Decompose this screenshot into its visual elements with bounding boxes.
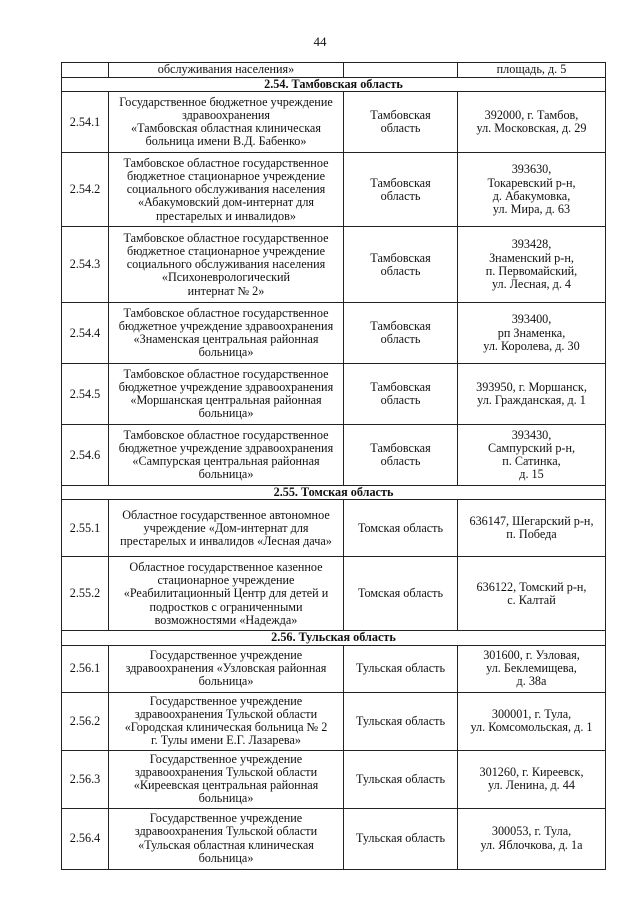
region: Томская область [344, 557, 458, 631]
row-number: 2.55.1 [62, 500, 109, 557]
region [344, 63, 458, 78]
table-row [62, 500, 606, 557]
address: 301600, г. Узловая, ул. Беклемищева, д. 38а [458, 645, 606, 692]
address: 300001, г. Тула, ул. Комсомольская, д. 1 [458, 692, 606, 750]
table-row [62, 364, 606, 425]
institution-name: Государственное учреждение здравоохранения Тульской области «Городская клиническая больница № 2 г. Тулы имени Е.Г. Лазарева» [109, 692, 344, 750]
row-number: 2.54.6 [62, 425, 109, 486]
institutions-table [61, 62, 606, 870]
row-number: 2.54.1 [62, 92, 109, 153]
section-header-row [62, 486, 606, 500]
table-row [62, 92, 606, 153]
institution-name: Государственное учреждение здравоохранения Тульской области «Тульская областная клиническая больница» [109, 808, 344, 869]
row-number: 2.54.3 [62, 227, 109, 303]
row-number: 2.56.3 [62, 750, 109, 808]
region: Тамбовская область [344, 364, 458, 425]
address: 393630, Токаревский р-н, д. Абакумовка, ул. Мира, д. 63 [458, 153, 606, 227]
table-row [62, 153, 606, 227]
table-row [62, 303, 606, 364]
institution-name: Тамбовское областное государственное бюджетное учреждение здравоохранения «Знаменская центральная районная больница» [109, 303, 344, 364]
table-row [62, 645, 606, 692]
address: 392000, г. Тамбов, ул. Московская, д. 29 [458, 92, 606, 153]
region: Тамбовская область [344, 227, 458, 303]
institution-name: Тамбовское областное государственное бюджетное стационарное учреждение социального обслуживания населения «Психоневрологический интернат № 2» [109, 227, 344, 303]
address: 636147, Шегарский р-н, п. Победа [458, 500, 606, 557]
row-number: 2.56.1 [62, 645, 109, 692]
region: Томская область [344, 500, 458, 557]
table-row-continued [62, 63, 606, 78]
address: 393400, рп Знаменка, ул. Королева, д. 30 [458, 303, 606, 364]
address: 393428, Знаменский р-н, п. Первомайский, ул. Лесная, д. 4 [458, 227, 606, 303]
table-row [62, 557, 606, 631]
institution-name: Государственное бюджетное учреждение здравоохранения «Тамбовская областная клиническая больница имени В.Д. Бабенко» [109, 92, 344, 153]
address: 636122, Томский р-н, с. Калтай [458, 557, 606, 631]
table-row [62, 227, 606, 303]
table-row [62, 808, 606, 869]
institution-name: Тамбовское областное государственное бюджетное учреждение здравоохранения «Сампурская центральная районная больница» [109, 425, 344, 486]
address: площадь, д. 5 [458, 63, 606, 78]
region: Тамбовская область [344, 303, 458, 364]
row-number: 2.54.5 [62, 364, 109, 425]
institution-name: Областное государственное автономное учреждение «Дом-интернат для престарелых и инвалидов «Лесная дача» [109, 500, 344, 557]
row-number: 2.54.4 [62, 303, 109, 364]
institution-name: обслуживания населения» [109, 63, 344, 78]
region: Тульская область [344, 750, 458, 808]
region: Тульская область [344, 808, 458, 869]
region: Тульская область [344, 645, 458, 692]
section-title: 2.55. Томская область [62, 486, 606, 500]
region: Тульская область [344, 692, 458, 750]
row-number: 2.55.2 [62, 557, 109, 631]
institution-name: Областное государственное казенное стационарное учреждение «Реабилитационный Центр для детей и подростков с ограниченными возможностями «Надежда» [109, 557, 344, 631]
page-number: 44 [313, 34, 327, 49]
table-row [62, 425, 606, 486]
row-number: 2.54.2 [62, 153, 109, 227]
institution-name: Тамбовское областное государственное бюджетное стационарное учреждение социального обслуживания населения «Абакумовский дом-интернат для престарелых и инвалидов» [109, 153, 344, 227]
address: 393950, г. Моршанск, ул. Гражданская, д. 1 [458, 364, 606, 425]
table-row [62, 750, 606, 808]
section-title: 2.54. Тамбовская область [62, 78, 606, 92]
address: 301260, г. Киреевск, ул. Ленина, д. 44 [458, 750, 606, 808]
region: Тамбовская область [344, 92, 458, 153]
institution-name: Тамбовское областное государственное бюджетное учреждение здравоохранения «Моршанская центральная районная больница» [109, 364, 344, 425]
section-title: 2.56. Тульская область [62, 631, 606, 645]
institution-name: Государственное учреждение здравоохранения «Узловская районная больница» [109, 645, 344, 692]
address: 300053, г. Тула, ул. Яблочкова, д. 1а [458, 808, 606, 869]
row-number: 2.56.4 [62, 808, 109, 869]
region: Тамбовская область [344, 425, 458, 486]
row-number [62, 63, 109, 78]
address: 393430, Сампурский р-н, п. Сатинка, д. 15 [458, 425, 606, 486]
section-header-row [62, 631, 606, 645]
region: Тамбовская область [344, 153, 458, 227]
row-number: 2.56.2 [62, 692, 109, 750]
table-row [62, 692, 606, 750]
institution-name: Государственное учреждение здравоохранения Тульской области «Киреевская центральная районная больница» [109, 750, 344, 808]
section-header-row [62, 78, 606, 92]
